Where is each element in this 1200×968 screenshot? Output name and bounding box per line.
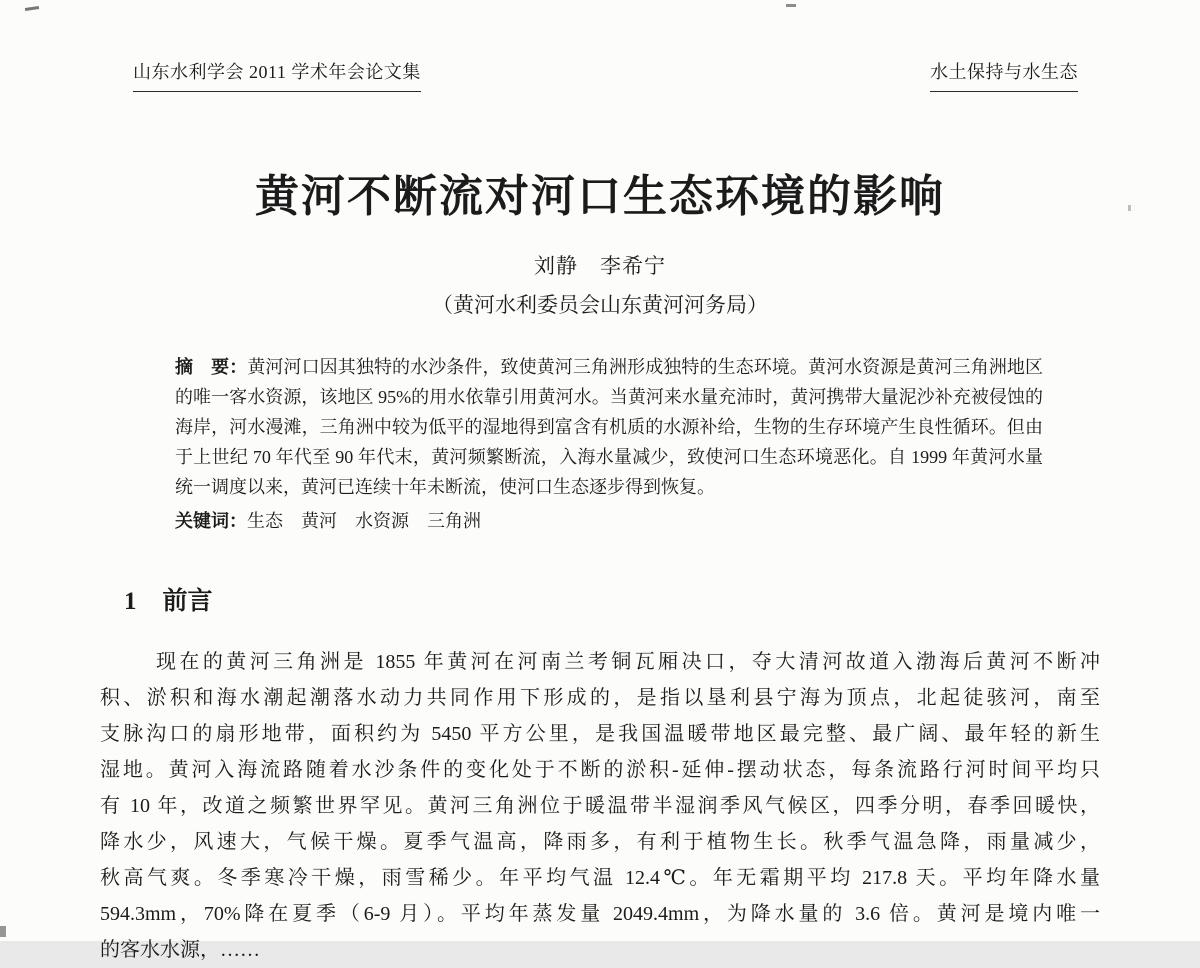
section-heading [124,581,213,617]
section-number: 1 [124,588,137,615]
body-line-partial: 的客水水源，…… [100,939,260,961]
abstract-label: 摘 要： [175,357,248,377]
body-text [100,644,1100,961]
body-line: 降水少，风速大，气候干燥。夏季气温高，降雨多，有利于植物生长。秋季气温急降，雨量减少， [100,831,1100,853]
keywords-label: 关键词： [175,511,247,531]
running-head [133,58,1078,92]
body-line: 秋高气爽。冬季寒冷干燥，雨雪稀少。年平均气温 12.4℃。年无霜期平均 217.8 天。平均年降水量 [100,867,1100,889]
scan-artifact [786,4,796,7]
body-line: 有 10 年，改道之频繁世界罕见。黄河三角洲位于暖温带半湿润季风气候区，四季分明，春季回暖快， [100,795,1100,817]
abstract-block [175,352,1043,536]
keywords-text: 生态 黄河 水资源 三角洲 [247,511,481,531]
scan-artifact [25,6,39,11]
affiliation: （黄河水利委员会山东黄河河务局） [432,293,768,317]
body-line: 现在的黄河三角洲是 1855 年黄河在河南兰考铜瓦厢决口，夺大清河故道入渤海后黄河不断冲 [156,651,1100,673]
scan-artifact [0,926,6,937]
body-line: 积、淤积和海水潮起潮落水动力共同作用下形成的，是指以垦利县宁海为顶点，北起徒骇河，南至 [100,687,1100,709]
body-line: 湿地。黄河入海流路随着水沙条件的变化处于不断的淤积-延伸-摆动状态，每条流路行河时间平均只 [100,759,1100,781]
running-head-right: 水土保持与水生态 [930,58,1078,92]
authors: 刘静 李希宁 [534,254,666,278]
body-line: 支脉沟口的扇形地带，面积约为 5450 平方公里，是我国温暖带地区最完整、最广阔、最年轻的新生 [100,723,1100,745]
body-line: 594.3mm，70%降在夏季（6-9 月）。平均年蒸发量 2049.4mm，为降水量的 3.6 倍。黄河是境内唯一 [100,903,1100,925]
running-head-left: 山东水利学会 2011 学术年会论文集 [133,58,421,92]
paper-title: 黄河不断流对河口生态环境的影响 [255,172,945,221]
abstract-text: 黄河河口因其独特的水沙条件，致使黄河三角洲形成独特的生态环境。黄河水资源是黄河三角洲地区的唯一客水资源，该地区 95%的用水依靠引用黄河水。当黄河来水量充沛时，黄河携带大量泥沙补充被侵蚀的海岸，河水漫滩，三角洲中较为低平的湿地得到富含有机质的水源补给，生物的生存环境产生良性循环。但由于上世纪 70 年代至 90 年代末，黄河频繁断流，入海水量减少，致使河口生态环境恶化。自 1999 年黄河水量统一调度以来，黄河已连续十年未断流，使河口生态逐步得到恢复。 [175,357,1043,497]
section-title: 前言 [162,588,213,615]
abstract-paragraph [175,352,1043,502]
keywords-line [175,506,1043,536]
